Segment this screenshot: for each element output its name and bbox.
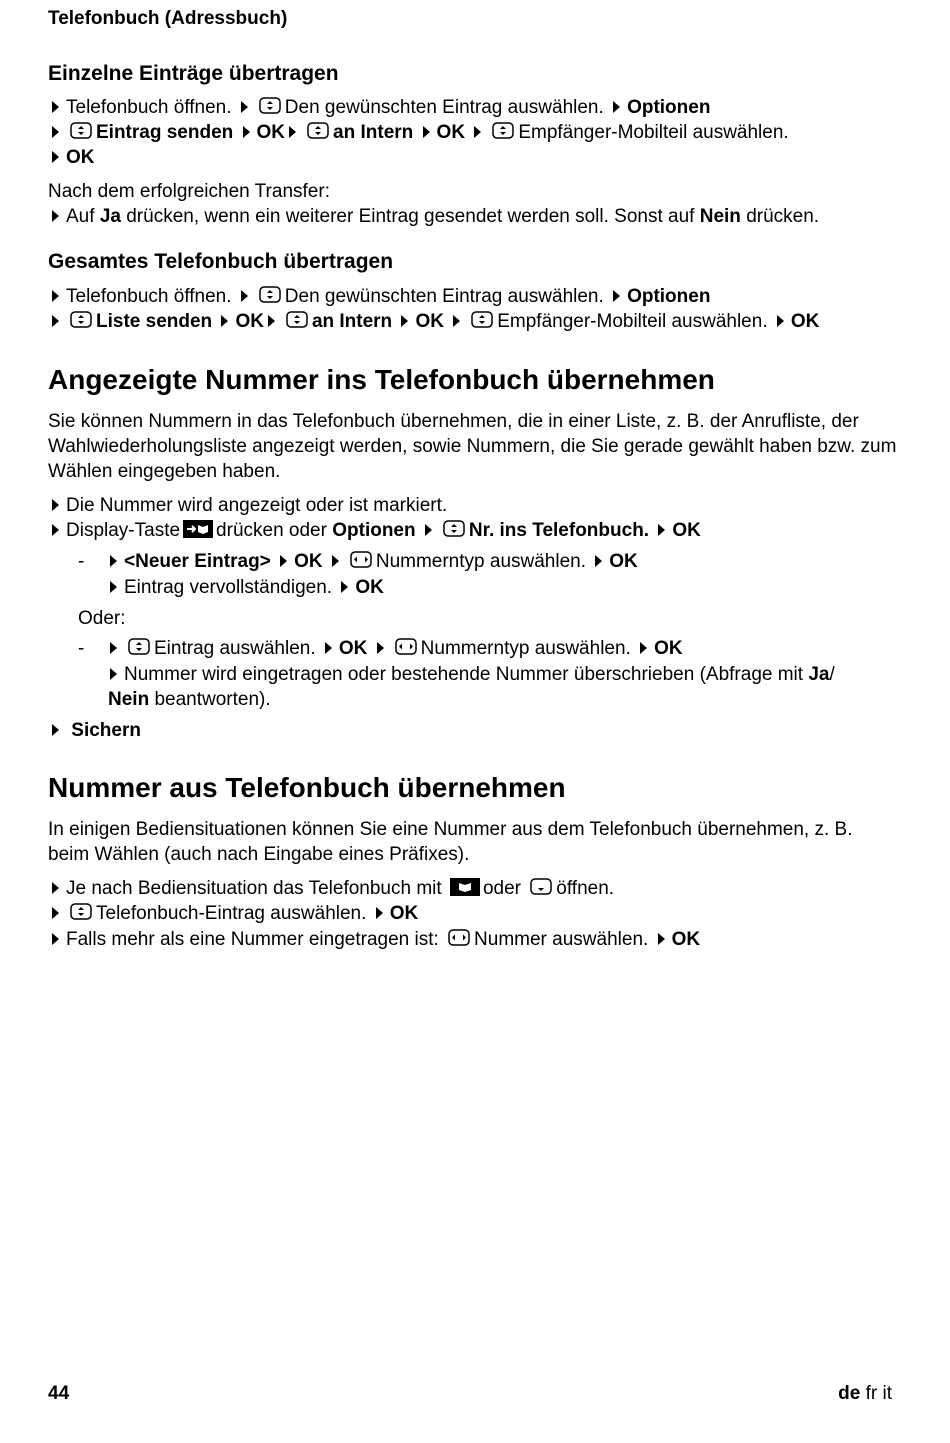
step-line xyxy=(48,120,789,145)
triangle-right-icon xyxy=(658,524,665,536)
menu-nr-ins-telefonbuch: Nr. ins Telefonbuch. xyxy=(468,520,650,541)
nav-key-left-right-icon xyxy=(350,551,372,568)
ok-label: OK xyxy=(672,520,701,541)
step-line xyxy=(48,901,418,926)
page-number: 44 xyxy=(48,1383,70,1404)
triangle-right-icon xyxy=(52,882,59,894)
sub-step-line xyxy=(106,575,384,600)
triangle-right-icon xyxy=(341,581,348,593)
ok-label: OK xyxy=(389,903,419,924)
ok-label: OK xyxy=(355,577,384,598)
phonebook-transfer-key-icon xyxy=(183,520,213,538)
nav-key-down-icon xyxy=(530,878,552,895)
step-text: drücken. xyxy=(740,206,820,227)
triangle-right-icon xyxy=(401,315,408,327)
step-text: Telefonbuch öffnen. xyxy=(66,97,232,118)
nav-key-up-down-icon xyxy=(471,311,493,328)
step-text: Den gewünschten Eintrag auswählen. xyxy=(284,97,604,118)
oder-label: Oder: xyxy=(78,608,126,629)
ok-label: OK xyxy=(338,638,368,659)
menu-optionen: Optionen xyxy=(627,286,711,307)
ok-label: OK xyxy=(790,311,820,332)
nav-key-left-right-icon xyxy=(395,638,417,655)
slash: / xyxy=(829,664,835,685)
triangle-right-icon xyxy=(613,101,620,113)
step-text: Empfänger-Mobilteil auswählen. xyxy=(497,311,768,332)
triangle-right-icon xyxy=(241,101,248,113)
triangle-right-icon xyxy=(423,126,430,138)
sub-step-line xyxy=(106,662,835,687)
step-text: beantworten). xyxy=(149,689,271,710)
triangle-right-icon xyxy=(52,315,59,327)
paragraph: Nach dem erfolgreichen Transfer: xyxy=(48,181,330,202)
language-other: fr it xyxy=(860,1383,892,1404)
dash-marker: - xyxy=(78,551,85,572)
step-text: Nummerntyp auswählen. xyxy=(420,638,631,659)
sub-step-line xyxy=(108,687,271,712)
key-ja: Ja xyxy=(99,206,121,227)
menu-eintrag-senden: Eintrag senden xyxy=(96,122,234,143)
step-text: Eintrag auswählen. xyxy=(154,638,316,659)
step-text: Telefonbuch-Eintrag auswählen. xyxy=(96,903,367,924)
step-text: Auf xyxy=(66,206,100,227)
nav-key-up-down-icon xyxy=(259,97,281,114)
triangle-right-icon xyxy=(52,907,59,919)
triangle-right-icon xyxy=(332,555,339,567)
triangle-right-icon xyxy=(425,524,432,536)
section-title-einzelne: Einzelne Einträge übertragen xyxy=(48,62,339,85)
ok-label: OK xyxy=(671,929,701,950)
triangle-right-icon xyxy=(52,151,59,163)
triangle-right-icon xyxy=(595,555,602,567)
sub-step-line xyxy=(106,549,638,574)
triangle-right-icon xyxy=(110,642,117,654)
language-active: de xyxy=(838,1383,861,1404)
step-line xyxy=(48,309,819,334)
step-line xyxy=(48,493,447,518)
triangle-right-icon xyxy=(658,933,665,945)
triangle-right-icon xyxy=(474,126,481,138)
triangle-right-icon xyxy=(377,642,384,654)
triangle-right-icon xyxy=(110,581,117,593)
step-text: oder xyxy=(482,878,521,899)
step-text: Display-Taste xyxy=(66,520,181,541)
dash-marker: - xyxy=(78,638,85,659)
triangle-right-icon xyxy=(52,126,59,138)
intro-paragraph: Sie können Nummern in das Telefonbuch übernehmen, die in einer Liste, z. B. der Anrufliste, der Wahlwiederholungsliste angezeigt werden, sowie Nummern, die Sie gerade gewählt haben bzw. zum Wählen eingegeben haben. xyxy=(48,411,897,482)
step-line xyxy=(48,95,710,120)
triangle-right-icon xyxy=(640,642,647,654)
triangle-right-icon xyxy=(52,524,59,536)
phonebook-key-icon xyxy=(450,878,480,896)
triangle-right-icon xyxy=(221,315,228,327)
triangle-right-icon xyxy=(241,290,248,302)
step-text: Nummer wird eingetragen oder bestehende Nummer überschrieben (Abfrage mit xyxy=(124,664,809,685)
step-line xyxy=(48,145,95,170)
key-nein: Nein xyxy=(699,206,741,227)
step-text: Nummerntyp auswählen. xyxy=(375,551,586,572)
triangle-right-icon xyxy=(325,642,332,654)
triangle-right-icon xyxy=(243,126,250,138)
menu-liste-senden: Liste senden xyxy=(96,311,213,332)
ok-label: OK xyxy=(609,551,638,572)
step-text: Falls mehr als eine Nummer eingetragen ist: xyxy=(66,929,439,950)
step-line xyxy=(48,518,701,543)
nav-key-up-down-icon xyxy=(128,638,150,655)
nav-key-up-down-icon xyxy=(492,122,514,139)
step-text: drücken, wenn ein weiterer Eintrag gesendet werden soll. Sonst auf xyxy=(120,206,700,227)
step-line xyxy=(48,204,819,229)
ok-label: OK xyxy=(415,311,444,332)
key-ja: Ja xyxy=(808,664,830,685)
nav-key-up-down-icon xyxy=(286,311,308,328)
ok-label: OK xyxy=(66,147,95,168)
triangle-right-icon xyxy=(280,555,287,567)
triangle-right-icon xyxy=(52,933,59,945)
step-text: Die Nummer wird angezeigt oder ist markiert. xyxy=(66,495,448,516)
key-nein: Nein xyxy=(108,689,150,710)
ok-label: OK xyxy=(256,122,286,143)
step-text: Den gewünschten Eintrag auswählen. xyxy=(284,286,604,307)
language-indicator xyxy=(838,1383,892,1405)
step-text: Je nach Bediensituation das Telefonbuch mit xyxy=(66,878,442,899)
nav-key-left-right-icon xyxy=(448,929,470,946)
triangle-right-icon xyxy=(52,210,59,222)
menu-optionen: Optionen xyxy=(332,520,416,541)
step-line xyxy=(48,718,141,743)
nav-key-up-down-icon xyxy=(307,122,329,139)
triangle-right-icon xyxy=(613,290,620,302)
step-text: öffnen. xyxy=(556,878,615,899)
section-title-angezeigte-nummer: Angezeigte Nummer ins Telefonbuch übernehmen xyxy=(48,364,715,395)
triangle-right-icon xyxy=(52,101,59,113)
menu-an-intern: an Intern xyxy=(311,311,393,332)
nav-key-up-down-icon xyxy=(259,286,281,303)
step-line xyxy=(48,927,700,952)
step-text: drücken oder xyxy=(216,520,333,541)
menu-optionen: Optionen xyxy=(627,97,711,118)
menu-neuer-eintrag: <Neuer Eintrag> xyxy=(124,551,271,572)
triangle-right-icon xyxy=(52,499,59,511)
triangle-right-icon xyxy=(376,907,383,919)
triangle-right-icon xyxy=(268,315,275,327)
section-title-nummer-aus-telefonbuch: Nummer aus Telefonbuch übernehmen xyxy=(48,772,566,803)
ok-label: OK xyxy=(654,638,683,659)
ok-label: OK xyxy=(436,122,466,143)
ok-label: OK xyxy=(235,311,264,332)
step-line xyxy=(48,284,710,309)
menu-an-intern: an Intern xyxy=(333,122,414,143)
section-title-gesamtes: Gesamtes Telefonbuch übertragen xyxy=(48,250,394,273)
ok-label: OK xyxy=(294,551,323,572)
running-header: Telefonbuch (Adressbuch) xyxy=(48,8,288,29)
step-text: Eintrag vervollständigen. xyxy=(124,577,333,598)
triangle-right-icon xyxy=(453,315,460,327)
triangle-right-icon xyxy=(777,315,784,327)
nav-key-up-down-icon xyxy=(443,520,465,537)
nav-key-up-down-icon xyxy=(70,903,92,920)
triangle-right-icon xyxy=(289,126,296,138)
triangle-right-icon xyxy=(110,555,117,567)
triangle-right-icon xyxy=(110,668,117,680)
intro-paragraph: In einigen Bediensituationen können Sie eine Nummer aus dem Telefonbuch übernehmen, z. B. beim Wählen (auch nach Eingabe eines Präfixes). xyxy=(48,819,853,865)
menu-sichern: Sichern xyxy=(71,720,141,741)
step-text: Telefonbuch öffnen. xyxy=(66,286,232,307)
triangle-right-icon xyxy=(52,290,59,302)
nav-key-up-down-icon xyxy=(70,122,92,139)
sub-step-line xyxy=(106,636,683,661)
triangle-right-icon xyxy=(52,724,59,736)
step-text: Empfänger-Mobilteil auswählen. xyxy=(518,122,789,143)
step-text: Nummer auswählen. xyxy=(474,929,649,950)
step-line xyxy=(48,876,614,901)
nav-key-up-down-icon xyxy=(70,311,92,328)
